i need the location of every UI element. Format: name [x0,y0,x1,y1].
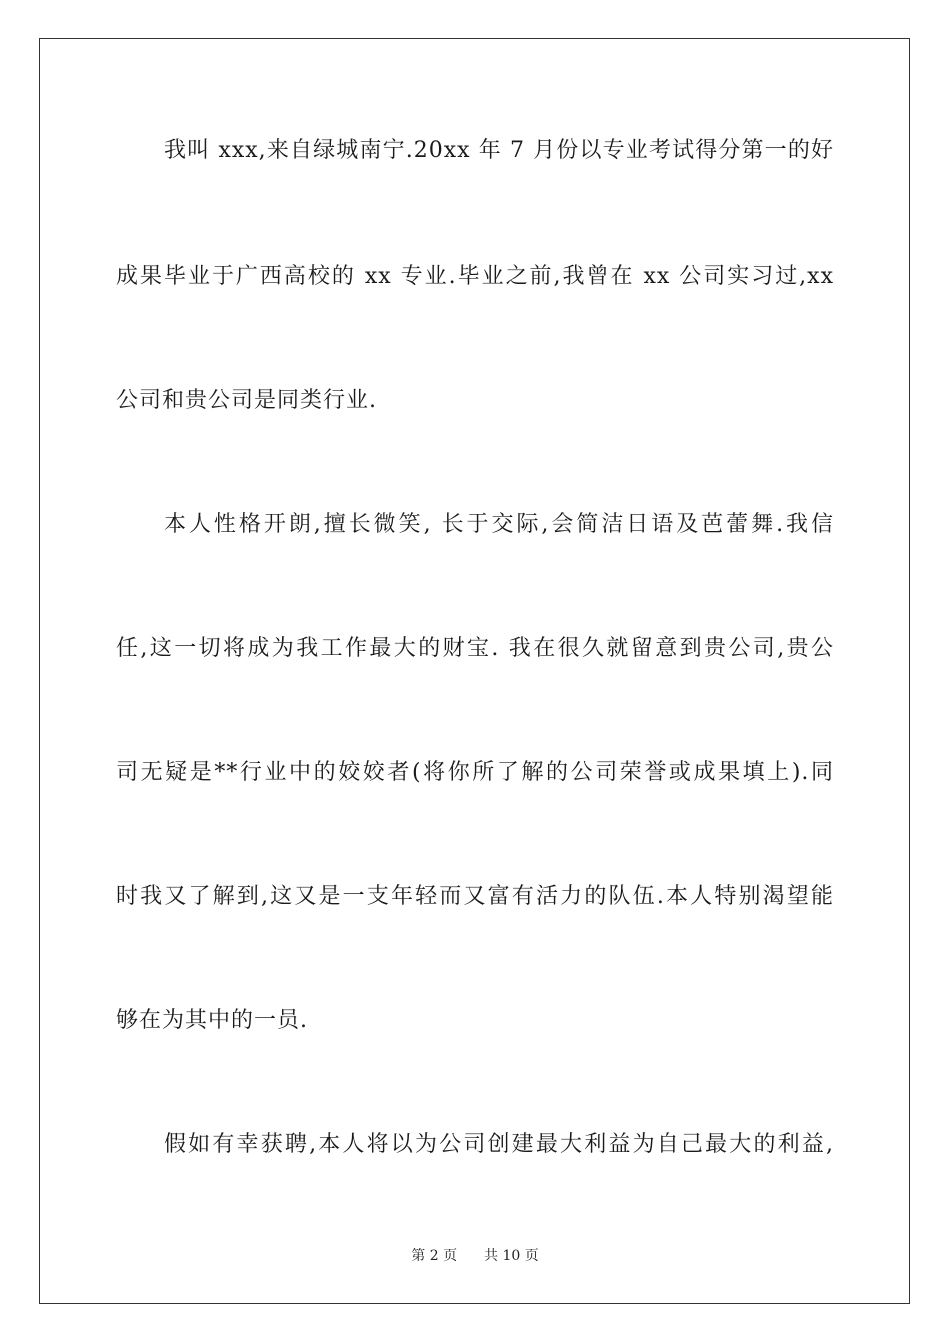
paragraph-2-line-2: 任,这一切将成为我工作最大的财宝. 我在很久就留意到贵公司,贵公 [116,636,834,661]
paragraph-2-line-1: 本人性格开朗,擅长微笑, 长于交际,会简洁日语及芭蕾舞.我信 [164,512,834,537]
paragraph-1-line-1: 我叫 xxx,来自绿城南宁.20xx 年 7 月份以专业考试得分第一的好 [164,138,834,163]
paragraph-3-line-1: 假如有幸获聘,本人将以为公司创建最大利益为自己最大的利益, [164,1132,834,1157]
page-footer [0,1246,950,1266]
paragraph-1-line-3: 公司和贵公司是同类行业. [116,388,377,413]
page-border [39,38,910,1304]
paragraph-2-line-5: 够在为其中的一员. [116,1008,308,1033]
paragraph-2-line-3: 司无疑是**行业中的姣姣者(将你所了解的公司荣誉或成果填上).同 [116,760,834,785]
paragraph-2-line-4: 时我又了解到,这又是一支年轻而又富有活力的队伍.本人特别渴望能 [116,884,834,909]
page-number: 第 2 页 [411,1248,458,1264]
paragraph-1-line-2: 成果毕业于广西高校的 xx 专业.毕业之前,我曾在 xx 公司实习过,xx [116,264,834,289]
total-pages: 共 10 页 [484,1248,539,1264]
